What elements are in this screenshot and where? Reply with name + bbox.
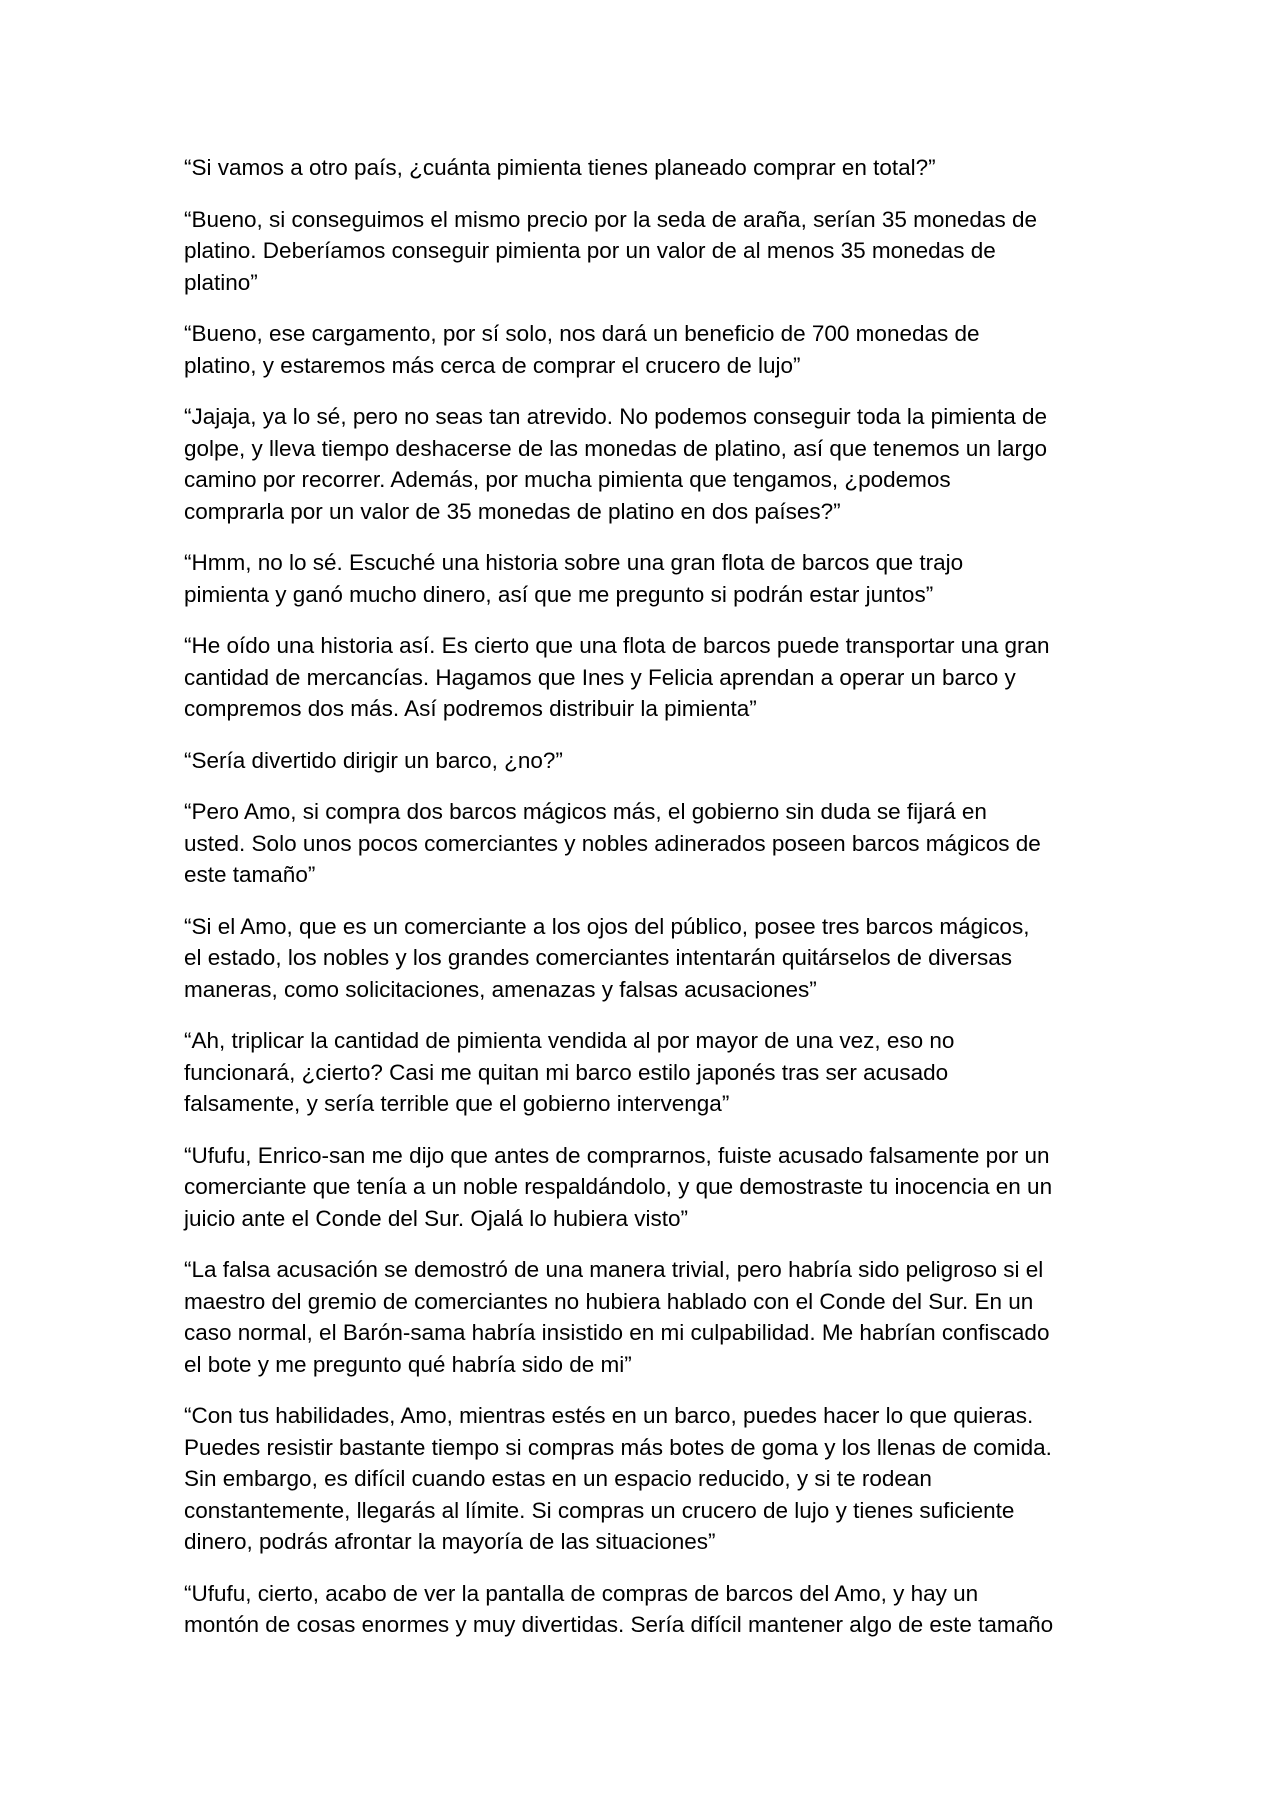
paragraph: “La falsa acusación se demostró de una manera trivial, pero habría sido peligroso si el maestro del gremio de comerciantes no hubiera hablado con el Conde del Sur. En un caso normal, el Barón-sama habría insistido en mi culpabilidad. Me habrían confiscado el bote y me pregunto qué habría sido de mi”	[184, 1257, 1050, 1377]
paragraph: “He oído una historia así. Es cierto que una flota de barcos puede transportar una gran cantidad de mercancías. Hagamos que Ines y Felicia aprendan a operar un barco y compremos dos más. Así podremos distribuir la pimienta”	[184, 633, 1050, 721]
paragraph: “Si el Amo, que es un comerciante a los ojos del público, posee tres barcos mágicos, el estado, los nobles y los grandes comerciantes intentarán quitárselos de diversas maneras, como solicitaciones, amenazas y falsas acusaciones”	[184, 913, 1030, 1002]
paragraph: “Bueno, si conseguimos el mismo precio por la seda de araña, serían 35 monedas de platino. Deberíamos conseguir pimienta por un valor de al menos 35 monedas de platino”	[184, 206, 1037, 295]
document-body	[184, 152, 1104, 1661]
paragraph: “Pero Amo, si compra dos barcos mágicos más, el gobierno sin duda se fijará en usted. Solo unos pocos comerciantes y nobles adinerados poseen barcos mágicos de este tamaño”	[184, 799, 1041, 887]
paragraph: “Si vamos a otro país, ¿cuánta pimienta tienes planeado comprar en total?”	[184, 155, 936, 180]
paragraph: “Hmm, no lo sé. Escuché una historia sobre una gran flota de barcos que trajo pimienta y ganó mucho dinero, así que me pregunto si podrán estar juntos”	[184, 550, 964, 607]
paragraph: “Con tus habilidades, Amo, mientras estés en un barco, puedes hacer lo que quieras. Puedes resistir bastante tiempo si compras más botes de goma y los llenas de comida. Sin embargo, es difícil cuando estas en un espacio reducido, y si te rodean constantemente, llegarás al límite. Si compras un crucero de lujo y tienes suficiente dinero, podrás afrontar la mayoría de las situaciones”	[184, 1403, 1052, 1554]
paragraph: “Ufufu, cierto, acabo de ver la pantalla de compras de barcos del Amo, y hay un montón de cosas enormes y muy divertidas. Sería difícil mantener algo de este tamaño	[184, 1580, 1054, 1637]
paragraph: “Sería divertido dirigir un barco, ¿no?”	[184, 747, 563, 773]
paragraph: “Ah, triplicar la cantidad de pimienta vendida al por mayor de una vez, eso no funcionará, ¿cierto? Casi me quitan mi barco estilo japonés tras ser acusado falsamente, y sería terrible que el gobierno intervenga”	[184, 1028, 955, 1116]
paragraph: “Jajaja, ya lo sé, pero no seas tan atrevido. No podemos conseguir toda la pimienta de golpe, y lleva tiempo deshacerse de las monedas de platino, así que tenemos un largo camino por recorrer. Además, por mucha pimienta que tengamos, ¿podemos comprarla por un valor de 35 monedas de platino en dos países?”	[184, 404, 1048, 524]
paragraph: “Bueno, ese cargamento, por sí solo, nos dará un beneficio de 700 monedas de platino, y estaremos más cerca de comprar el crucero de lujo”	[184, 321, 980, 378]
paragraph: “Ufufu, Enrico-san me dijo que antes de comprarnos, fuiste acusado falsamente por un comerciante que tenía a un noble respaldándolo, y que demostraste tu inocencia en un juicio ante el Conde del Sur. Ojalá lo hubiera visto”	[184, 1142, 1053, 1231]
